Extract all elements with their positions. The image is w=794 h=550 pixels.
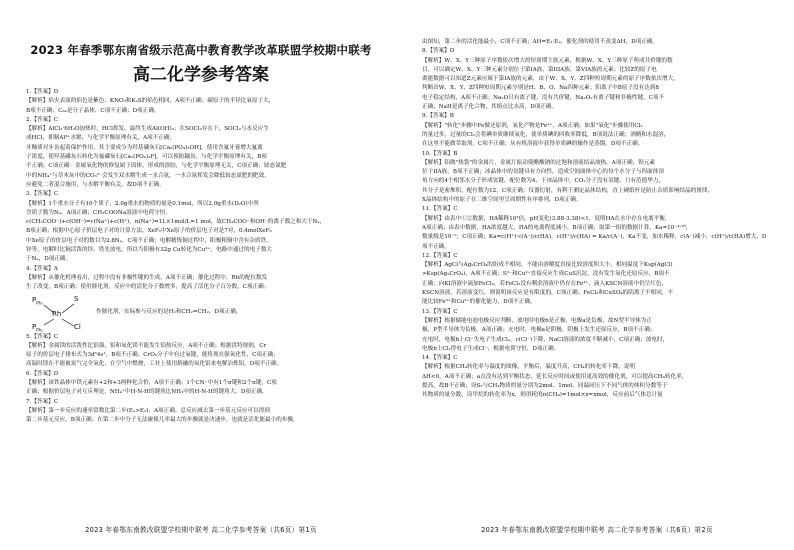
- text-line: 不正确；C项正确：金属氧化物的修复属于固体，形成的溶胶，与化学平衡原理无关，C项正确；铵态氮肥: [26, 163, 287, 170]
- chem-note: 作催化剂，实际参与反应的是H₂和CH₂=CH₂，D项正确。: [96, 308, 242, 315]
- text-line: 的量过多，过量的Cl₂会将碘单质继续氧化，使单质碘的回收率降低，B项说法正确；酒精和水混溶，: [422, 131, 670, 138]
- text-line: c(CH₃COO⁻)+c(OH⁻)=c(Na⁺)+c(H⁺)，n(Na⁺)=1L×1mol/L=1 mol，故CH₃COO⁻和OH⁻的离子数之和大于Nₐ，: [26, 219, 326, 226]
- text-line: 【解析】铝做"热袋"的金属片，金属片振动使醋酸钠的过饱和溶液结晶放热，A项正确；钡元素: [422, 159, 655, 166]
- text-line: 第二步基元反应，B项正确；在第二步中分子无法碰撞几率最大的步骤就是决速步，也就是活化能最小的步骤，: [26, 417, 299, 424]
- text-line: 【解析】金属镁的活泼性比铝强，铝和氧化镁不能发生铝热反应，A项不正确；根据洪特规则，Cr: [26, 342, 267, 349]
- text-line: 【解析】1个重水分子有10个质子，2.0g重水的物质的量是0.1mol，所以2.0g重水(D₂O)中所: [26, 200, 259, 207]
- text-line: 数量级是10⁻⁵，C项正确；Ka=c(H⁺)·c(A⁻)/c(HA)，c(H⁺)/c(HA) = Ka/c(A⁻)，Ka不变，加水稀释，c(A⁻)减小，c(H⁺)/c(HA)增大，D: [422, 234, 767, 241]
- text-line: 能比较Fe³⁺和Cu²⁺的催化能力，D项不正确。: [422, 299, 536, 306]
- text-line: 离能数据可以知道Z元素应属于第IA族的元素，由于W、X、Y、Z四种短周期元素的原子序数依次增大，: [422, 76, 679, 83]
- text-line: 【解析】根据CH₄转化率与温度的图像，平衡后，温度升高，CH₄的转化率下降，说明: [422, 364, 635, 371]
- text-line: 5.【答案】C: [26, 333, 58, 340]
- text-line: 目，可以确定W、X、Y三种元素分别位于第IA族、第IIIA族、第VIA族的元素；比较Z的原子电: [422, 66, 657, 73]
- text-line: 原子的价层电子排布式为3d⁵4s¹，B项不正确；CrO₃分子中有过氧键，能将现在强氧化性，C项正确；: [26, 352, 279, 359]
- text-line: 【解析】"转化"步骤中Fe做还原剂，氧化产物是Fe²⁺，A项正确；如果"氧化"步骤使用Cl₂: [422, 122, 643, 129]
- text-line: 7.【答案】C: [26, 398, 58, 405]
- text-line: 于Nₐ，D项正确。: [26, 256, 72, 263]
- text-line: 高温时镁在不能被氮气完全氧化，在空气中燃烧，工业上使用熔融的氧化铝来电解冶炼铝，D项不正确。: [26, 361, 283, 368]
- text-line: 含质子数为Nₐ，A项正确；CH₃COONa溶液中电荷守恒，: [26, 209, 171, 216]
- text-line: 正确；NaH是离子化合物，其熔点比水高，D项正确。: [422, 104, 558, 111]
- text-line: 11.【答案】C: [422, 206, 458, 213]
- text-line: 4.【答案】A: [26, 265, 58, 272]
- text-line: 提高，故B不正确；设S₂与CH₄物质的量分别为2mol、1mol，同温同压下不同气体的体积分数等于: [422, 382, 668, 389]
- text-line: 电极b上Cl₂得电子生成Cl⁻，根据电荷守恒，D项正确。: [422, 345, 560, 352]
- text-line: 【解析】该铁晶体中铁元素有+2和+3两种化合价，A项不正确；1个CN⁻中有1个σ键和2个π键，C项: [26, 380, 277, 387]
- text-line: 2.【答案】C: [26, 116, 58, 123]
- text-line: 1.【答案】D: [26, 89, 59, 95]
- text-line: 中Xe原子的价层电子对的数目为2.8Nₐ，C项不正确；电解精炼铜过程中，阳极粗铜中含有杂质铁、: [26, 237, 272, 244]
- text-line: 判断出W、X、Y、Z四种短周期元素分别是H、B、O、Na四种元素；阳离子中B原子没有达到8: [422, 85, 659, 92]
- text-line: 【解析】W、X、Y三种原子序数依次增大的短周期主族元素，根据W、X、Y三种原子所成共价键的数: [422, 57, 673, 64]
- text-line: 14.【答案】C: [422, 355, 458, 362]
- text-line: 【解析】焰火表演的焰色是紫色，KNO₃和K₂S的焰色相同，A项不正确；碳原子的半径比氧原子大，: [26, 98, 275, 105]
- pph3-label-bottom: $P_{Ph_3}$: [32, 322, 43, 332]
- text-line: 10.【答案】B: [422, 150, 458, 157]
- text-line: 其物质的量分数，设甲烷的转化率为x，则消耗的n(CH₄)=1mol×x=xmol，反应前后气体总计量: [422, 392, 663, 399]
- text-line: 【解析】AgCl与Ag₂CrO₄的组成不相同，不能由溶解度直接比较溶度积大小，相同温度下Ksp(AgCl): [422, 262, 673, 269]
- text-line: B项正确；根据中心原子价层电子对的计算方法，XeF₆中Xe原子的价层电子对是7对，0.4molXeF₆: [26, 228, 272, 235]
- text-line: 【解析】从催化机理看出，过程中没有非极性键的生成，A项不正确；催化过程中，Rh的配位数发: [26, 274, 268, 281]
- text-line: 8.【答案】D: [422, 48, 455, 55]
- text-line: 子浓度，使羟基磷灰石转化为氟磷灰石[Ca₅(PO₄)₃F]，可以预防龋齿，与化学平衡原理有关，B项: [26, 154, 267, 161]
- text-line: 成HCl，抑制Al³⁺水解，与化学平衡原理有关，A项不正确；: [26, 135, 176, 142]
- text-line: B项不正确；C₆₀是分子晶体，C项不正确；D项正确。: [26, 107, 160, 114]
- text-line: 应避免二者混合施用，与水解平衡有关，故D项不正确。: [26, 181, 165, 188]
- pph3-label-top: $P_{Ph_3}$: [32, 295, 43, 305]
- left-body: [26, 88, 381, 426]
- text-line: 13.【答案】C: [422, 308, 458, 315]
- text-line: 在这里不能做萃取剂，C项不正确；从有机溶液中获得单质碘的操作是蒸馏，D项不正确。: [422, 141, 644, 148]
- page-left: [6, 0, 396, 550]
- text-line: 角方向的4个相邻水分子形成氢键，配位数为4，干冰晶体中，CO₂分子没有氢键，只有范德华力，: [422, 178, 664, 185]
- text-line: 3.【答案】C: [26, 191, 58, 198]
- text-line: A项正确；由表中数据，HA浓度越大，HA的电离程度减小，B项正确；取第一组的数据计算，Ka=10⁻⁴·⁷⁶，: [422, 224, 692, 231]
- text-line: ΔH<0，A项不正确；a点没有达到平衡状态，延长反应时间或使用更高效的催化剂，可以提高CH₄转化率，: [422, 373, 688, 380]
- text-line: X晶体结构中的原子在三维空间里呈周期性有序排列，D项正确。: [422, 197, 582, 204]
- exam-title: 2023 年春季鄂东南省级示范高中教育教学改革联盟学校期中联考: [30, 43, 372, 57]
- text-line: 其分子是密堆积，配位数为12，C项正确；仪器衍射，有利于测定晶体结构，直上硬纸杆是防止杂质影响结晶的规律，: [422, 187, 714, 194]
- text-line: 12.【答案】C: [422, 252, 458, 259]
- text-line: >Ksp(Ag₂CrO₄)，A项不正确；S²⁻和Cu²⁺直接反应生成CuS沉淀，没有发生氧化还原反应，B项不: [422, 271, 670, 278]
- text-line: 项不正确。: [422, 243, 450, 250]
- text-line: 【解析】由表中①②数据，HA稀释10²倍，pH变化(3.88-3.38)<1，说明HA在水中存在电离平衡，: [422, 215, 671, 222]
- page-right: [402, 0, 792, 550]
- text-line: 6.【答案】D: [26, 370, 59, 377]
- text-line: 中的NH₄⁺与草木灰中的CO₃²⁻会发生双水解生成一水合氨，一水合氨挥发会降低铵态氮肥的肥效，: [26, 172, 270, 179]
- text-line: 【解析】AlCl₃·6H₂O加热时，HCl挥发，最终生成Al(OH)₃；在SOCl₂存在下，SOCl₂与水反应生: [26, 126, 269, 133]
- page-footer-1: 2023 年春鄂东南教改联盟学校期中联考 高二化学参考答案（共6页）第1页: [85, 526, 317, 534]
- text-line: 位于IIA族，B项不正确；冰晶体中的氢键具有方向性，造成空间面体中心的每个水分子与四面体顶: [422, 169, 664, 176]
- answer-key-title: 高二化学参考答案: [133, 65, 269, 85]
- text-line: 牙釉质对牙齿起着保护作用，其主要成分为羟基磷灰石[Ca₅(PO₄)₃OH]，使用含氟牙膏增大氟离: [26, 144, 263, 151]
- text-line: 充电时，电极b上Cl⁻失电子生成Cl₂，c(Cl⁻)下降，NaCl溶液的浓度不断减小，C项正确；放电时，: [422, 336, 669, 343]
- text-line: 极，P型半导体为负极，A项正确；充电时，电极a是阴极，阴极上发生还原反应，B项不正确；: [422, 327, 656, 334]
- text-line: 由图知，第二步的活化能最小，C项不正确；ΔH=E₁-E₂，催化剂的使用不改变ΔH，D项正确。: [422, 39, 659, 45]
- right-body: [422, 38, 777, 401]
- sulfur-label: S: [74, 294, 79, 303]
- text-line: KSCN溶液，若溶液变红，则说明该反应是有限度的，C项正确；FeCl₃和CuSO₄的阴离子不相同，不: [422, 290, 673, 297]
- text-line: 正确；根据价层电子对互斥理论，NH₄⁺中H-N-H的键角比NH₃中的H-N-H的键角大，D项正确。: [26, 389, 268, 396]
- text-line: 生了改变，B项正确；使用催化剂，反应中的活化分子数增多，提高了活化分子百分数，C项正确；: [26, 284, 270, 291]
- rh-catalyst-structure: [30, 295, 381, 333]
- page-footer-2: 2023 年春鄂东南教改联盟学校期中联考 高二化学参考答案（共6页）第2页: [481, 526, 713, 534]
- text-line: 正确；向KI溶液中滴加FeCl₃，若FeCl₃没有剩余溶液中仍存在Fe³⁺，滴入KSCN溶液中仍呈红色，: [422, 280, 668, 287]
- text-line: 9.【答案】B: [422, 113, 454, 120]
- text-line: 【解析】第一步反应的速率常数比第二步(E₁>E₂)，A项正确。总反应减去第一步基元反应可以得到: [26, 407, 270, 414]
- text-line: 电子稳定结构，A项不正确；Na₂O只有离子键，没有共价键，Na₂O₂有离子键和非极性键，C项不: [422, 94, 665, 101]
- text-line: 锌等，电解时比铜活泼的锌、铁先放电，所以当阳极有32g Cu转化为Cu²⁺，电路中通过的电子数大: [26, 247, 273, 254]
- text-line: 【解析】根据储能电池电极反应判断，放电时电极b是正极，电极a是负极，故N型半导体为正: [422, 317, 652, 324]
- rh-label: Rh: [52, 309, 62, 318]
- cl-label: Cl: [74, 322, 81, 331]
